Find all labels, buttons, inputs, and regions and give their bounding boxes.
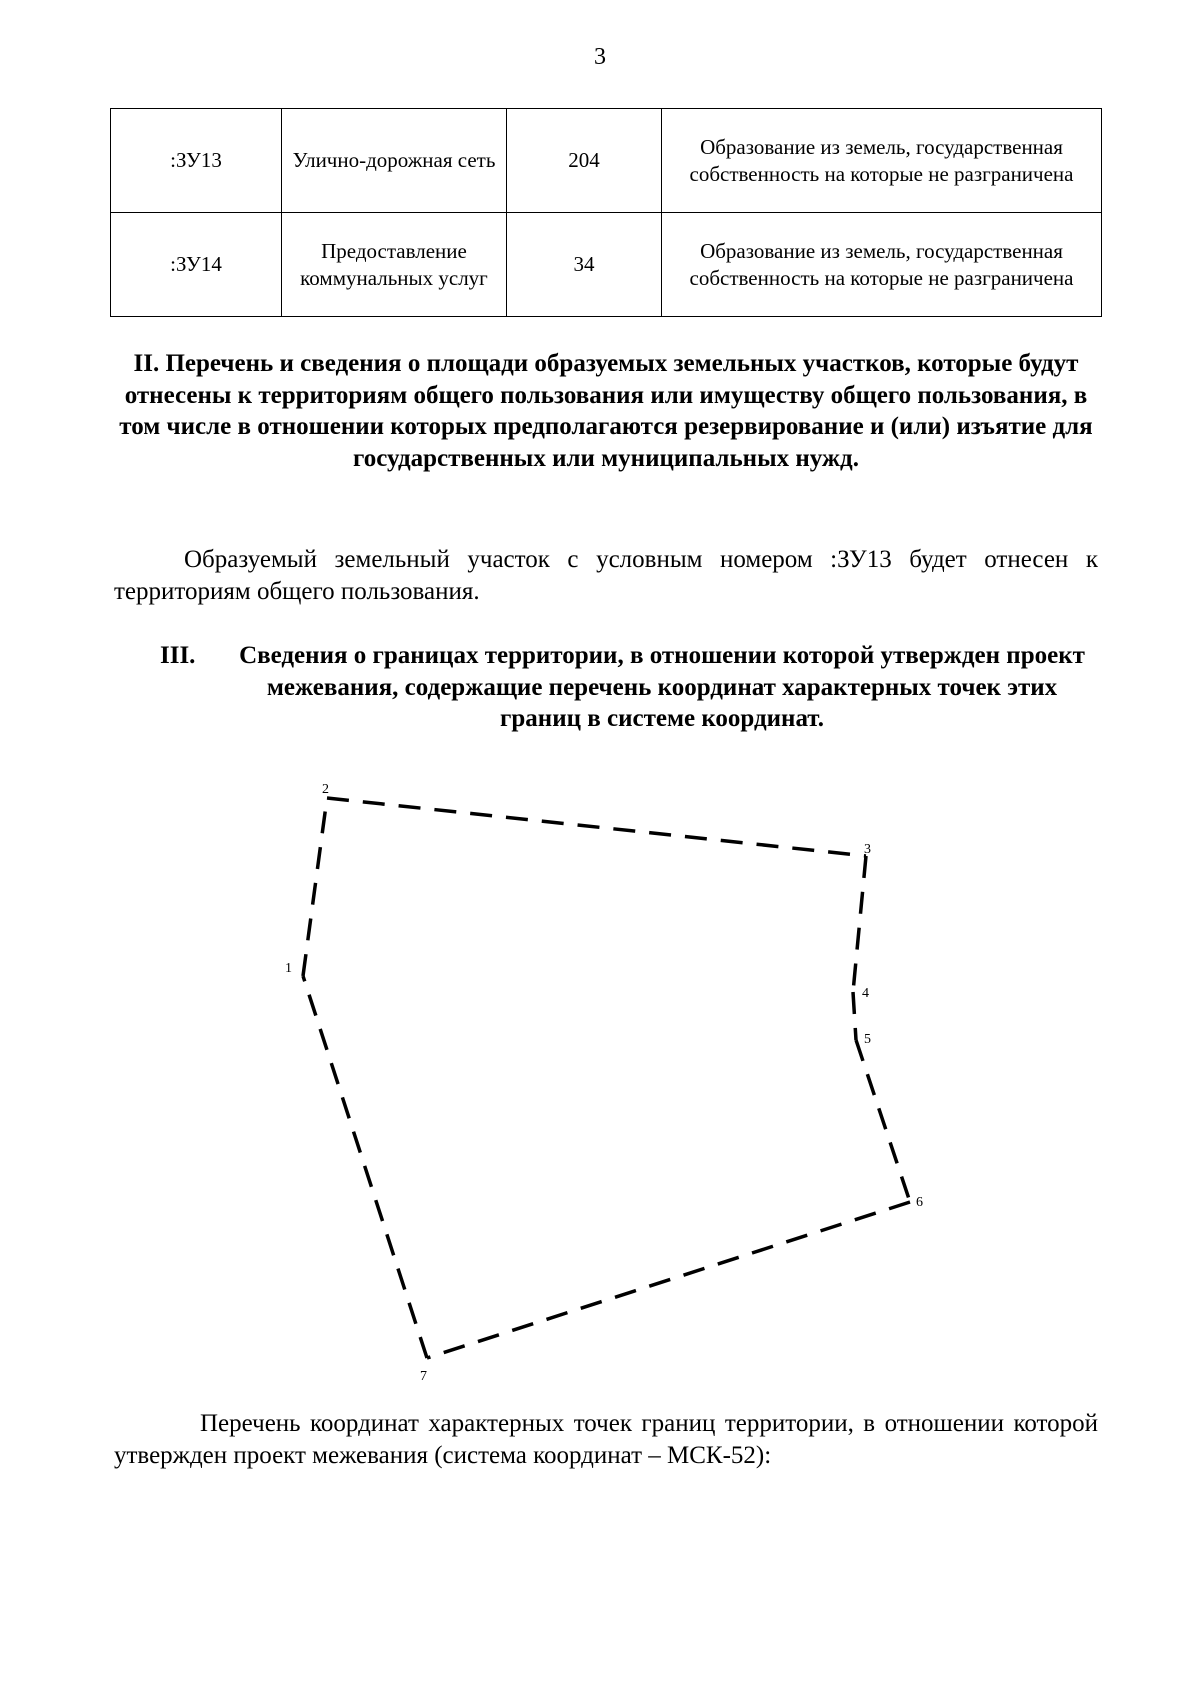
plot-use-cell: Предоставление коммунальных услуг <box>282 213 507 317</box>
coordinates-intro <box>114 1408 1098 1471</box>
plot-method-cell: Образование из земель, государственная собственность на которые не разграничена <box>662 109 1102 213</box>
plot-method-cell: Образование из земель, государственная собственность на которые не разграничена <box>662 213 1102 317</box>
plot-area-cell: 34 <box>507 213 662 317</box>
point-label: 1 <box>285 961 292 976</box>
boundary-segment-6-7 <box>427 1202 910 1358</box>
point-label: 5 <box>864 1032 871 1047</box>
land-plots-table <box>110 108 1102 317</box>
boundary-diagram <box>0 760 1200 1400</box>
plot-id-cell: :ЗУ13 <box>111 109 282 213</box>
table-row <box>111 213 1102 317</box>
section-2-paragraph <box>114 544 1098 607</box>
point-label: 4 <box>862 986 869 1001</box>
boundary-segment-1-2 <box>303 798 327 976</box>
boundary-segment-7-1 <box>303 976 427 1358</box>
plot-use-cell: Улично-дорожная сеть <box>282 109 507 213</box>
boundary-segment-3-4 <box>853 856 866 992</box>
table-row <box>111 109 1102 213</box>
boundary-segment-2-3 <box>327 798 866 856</box>
boundary-segment-4-5 <box>853 992 856 1040</box>
point-label: 7 <box>420 1369 427 1384</box>
plot-id-cell: :ЗУ14 <box>111 213 282 317</box>
point-label: 3 <box>864 842 871 857</box>
boundary-segment-5-6 <box>856 1040 910 1202</box>
section-3-heading: Сведения о границах территории, в отношении которой утвержден проект межевания, содержащие перечень координат характерных точек этих границ в системе координат. <box>239 642 1085 732</box>
section-2-heading: II. Перечень и сведения о площади образуемых земельных участков, которые будут отнесены к территориям общего пользования или имуществу общего пользования, в том числе в отношении которых предполагаются резервирование и (или) изъятие для государственных или муниципальных нужд. <box>119 350 1093 472</box>
point-label: 6 <box>916 1195 923 1210</box>
plot-area-cell: 204 <box>507 109 662 213</box>
coordinates-intro-text: Перечень координат характерных точек границ территории, в отношении которой утвержден проект межевания (система координат – МСК-52): <box>114 1410 1098 1469</box>
section-2-text: Образуемый земельный участок с условным номером :ЗУ13 будет отнесен к территориям общего пользования. <box>114 546 1098 605</box>
point-label: 2 <box>322 782 329 797</box>
page-number: 3 <box>594 44 606 70</box>
section-3-number: III. <box>160 642 196 669</box>
